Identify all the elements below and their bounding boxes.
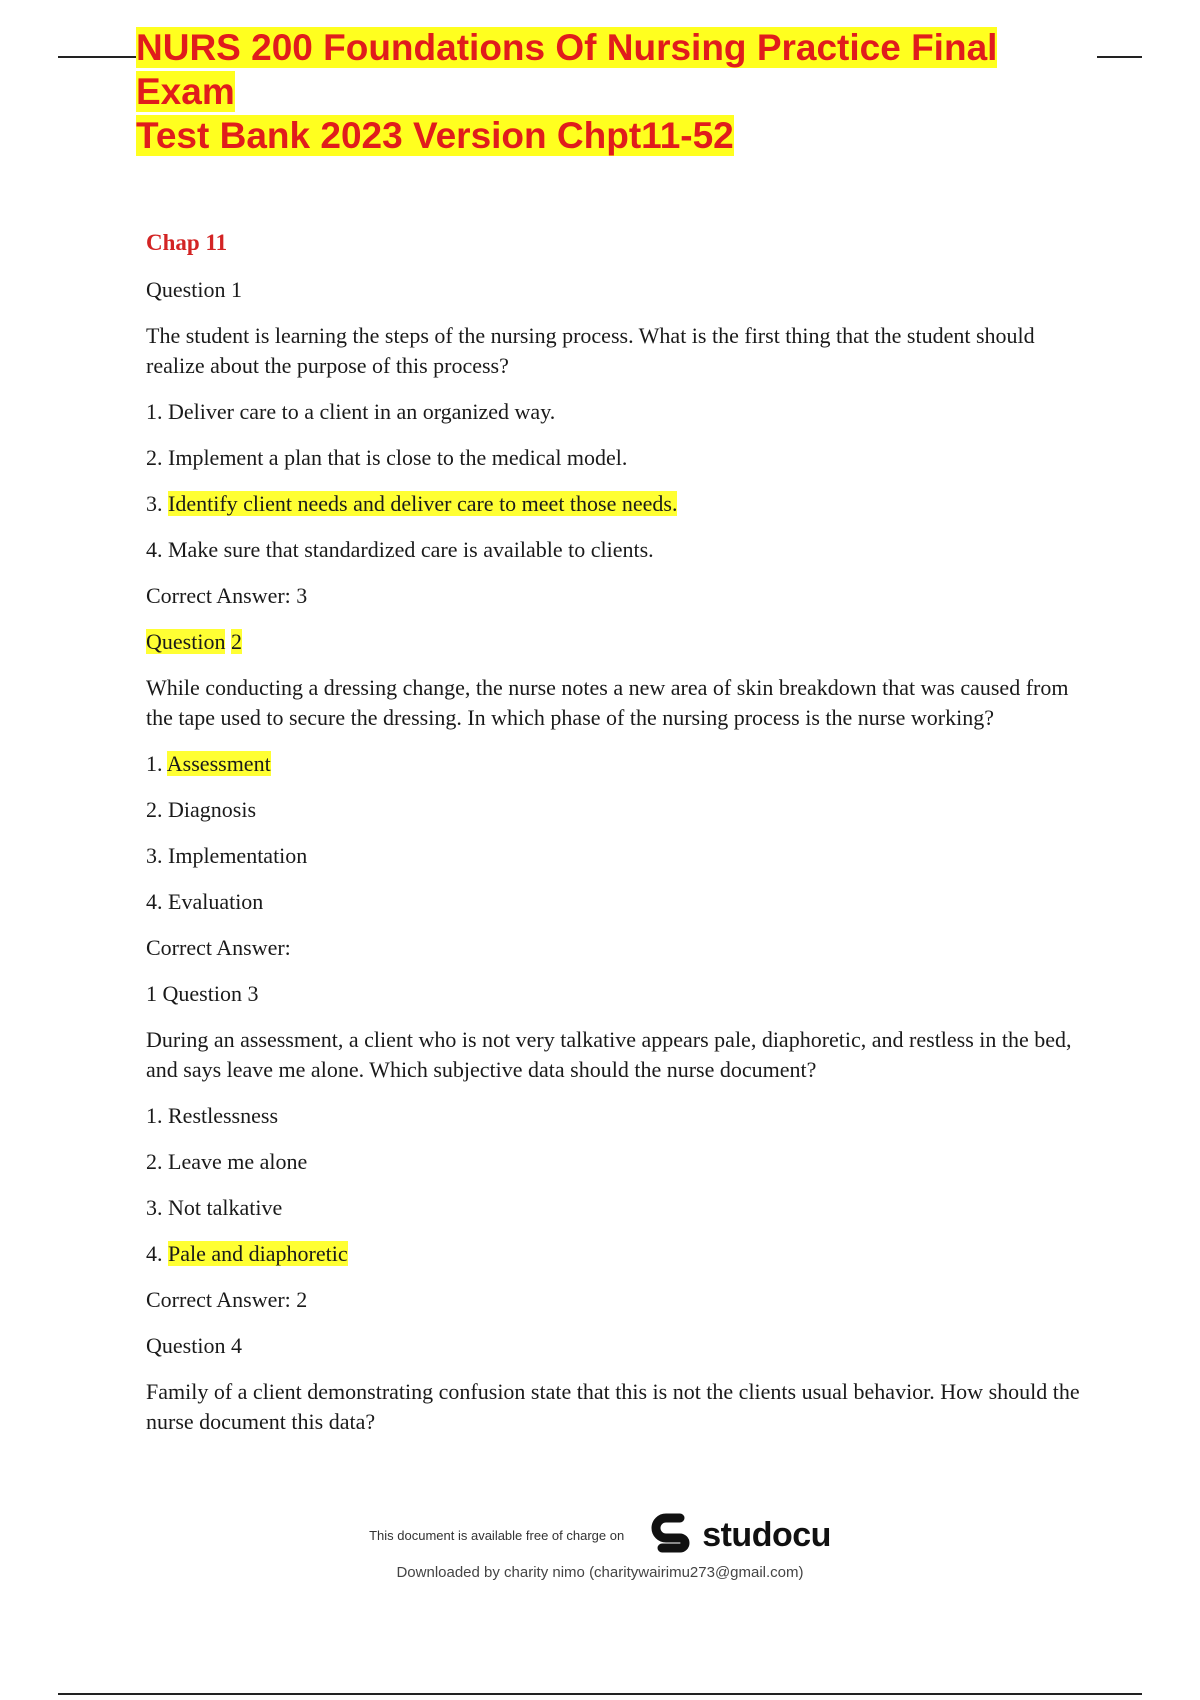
question-3-option-1 xyxy=(146,1101,1096,1131)
option-text: Deliver care to a client in an organized way. xyxy=(168,399,556,424)
page-footer xyxy=(0,1512,1200,1581)
question-2-stem: While conducting a dressing change, the nurse notes a new area of skin breakdown that was caused from the tape used to secure the dressing. In which phase of the nursing process is the nurse working? xyxy=(146,675,1069,730)
downloaded-by-text: Downloaded by charity nimo (charitywairimu273@gmail.com) xyxy=(396,1564,804,1581)
option-text: Implementation xyxy=(168,843,308,868)
option-number: 4. xyxy=(146,1241,163,1266)
option-text: Restlessness xyxy=(168,1103,278,1128)
option-number: 3. xyxy=(146,491,163,516)
question-3-option-2 xyxy=(146,1147,1096,1177)
option-text: Diagnosis xyxy=(168,797,256,822)
free-of-charge-text: This document is available free of charge on xyxy=(369,1527,625,1543)
question-2-option-1 xyxy=(146,749,1096,779)
question-2-heading xyxy=(146,627,1096,657)
studocu-banner[interactable] xyxy=(0,1512,1200,1558)
option-text: Not talkative xyxy=(168,1195,283,1220)
title-line-2: Test Bank 2023 Version Chpt11-52 xyxy=(136,115,734,156)
question-1-option-1 xyxy=(146,397,1096,427)
option-number: 3. xyxy=(146,1195,163,1220)
option-number: 1. xyxy=(146,399,163,424)
top-rule-right xyxy=(1097,56,1142,58)
option-text-highlighted: Assessment xyxy=(166,751,271,776)
option-number: 2. xyxy=(146,797,163,822)
question-3-option-3 xyxy=(146,1193,1096,1223)
document-body xyxy=(146,228,1096,1453)
option-number: 4. xyxy=(146,537,163,562)
option-text-highlighted: Identify client needs and deliver care to meet those needs. xyxy=(168,491,678,516)
option-text-highlighted: Pale and diaphoretic xyxy=(168,1241,348,1266)
question-1-option-3 xyxy=(146,489,1096,519)
question-1-option-4 xyxy=(146,535,1096,565)
question-3-option-4 xyxy=(146,1239,1096,1269)
top-rule-left xyxy=(58,56,138,58)
bottom-rule xyxy=(58,1693,1142,1695)
question-2-option-3 xyxy=(146,841,1096,871)
question-3-heading: 1 Question 3 xyxy=(146,981,259,1006)
question-1-heading: Question 1 xyxy=(146,277,242,302)
option-number: 2. xyxy=(146,1149,163,1174)
option-number: 4. xyxy=(146,889,163,914)
option-text: Make sure that standardized care is available to clients. xyxy=(168,537,654,562)
option-text: Leave me alone xyxy=(168,1149,308,1174)
option-number: 1. xyxy=(146,751,163,776)
question-1-option-2 xyxy=(146,443,1096,473)
option-number: 2. xyxy=(146,445,163,470)
question-3-answer: Correct Answer: 2 xyxy=(146,1287,308,1312)
studocu-logo-icon xyxy=(650,1512,696,1558)
question-2-heading-word: Question xyxy=(146,629,226,654)
studocu-wordmark: studocu xyxy=(702,1515,831,1554)
question-2-answer: Correct Answer: xyxy=(146,935,291,960)
question-2-heading-number: 2 xyxy=(230,629,242,654)
question-3-stem: During an assessment, a client who is not very talkative appears pale, diaphoretic, and restless in the bed, and says leave me alone. Which subjective data should the nurse document? xyxy=(146,1027,1072,1082)
question-4-stem: Family of a client demonstrating confusion state that this is not the clients usual behavior. How should the nurse document this data? xyxy=(146,1379,1080,1434)
option-text: Implement a plan that is close to the medical model. xyxy=(168,445,628,470)
option-number: 1. xyxy=(146,1103,163,1128)
studocu-brand[interactable] xyxy=(650,1512,831,1558)
question-2-option-4 xyxy=(146,887,1096,917)
question-1-stem: The student is learning the steps of the nursing process. What is the first thing that the student should realize about the purpose of this process? xyxy=(146,323,1035,378)
title-line-1: NURS 200 Foundations Of Nursing Practice Final Exam xyxy=(136,27,998,112)
option-number: 3. xyxy=(146,843,163,868)
document-title xyxy=(136,26,1096,158)
question-2-option-2 xyxy=(146,795,1096,825)
chapter-heading: Chap 11 xyxy=(146,230,228,255)
question-4-heading: Question 4 xyxy=(146,1333,242,1358)
question-1-answer: Correct Answer: 3 xyxy=(146,583,308,608)
option-text: Evaluation xyxy=(168,889,264,914)
